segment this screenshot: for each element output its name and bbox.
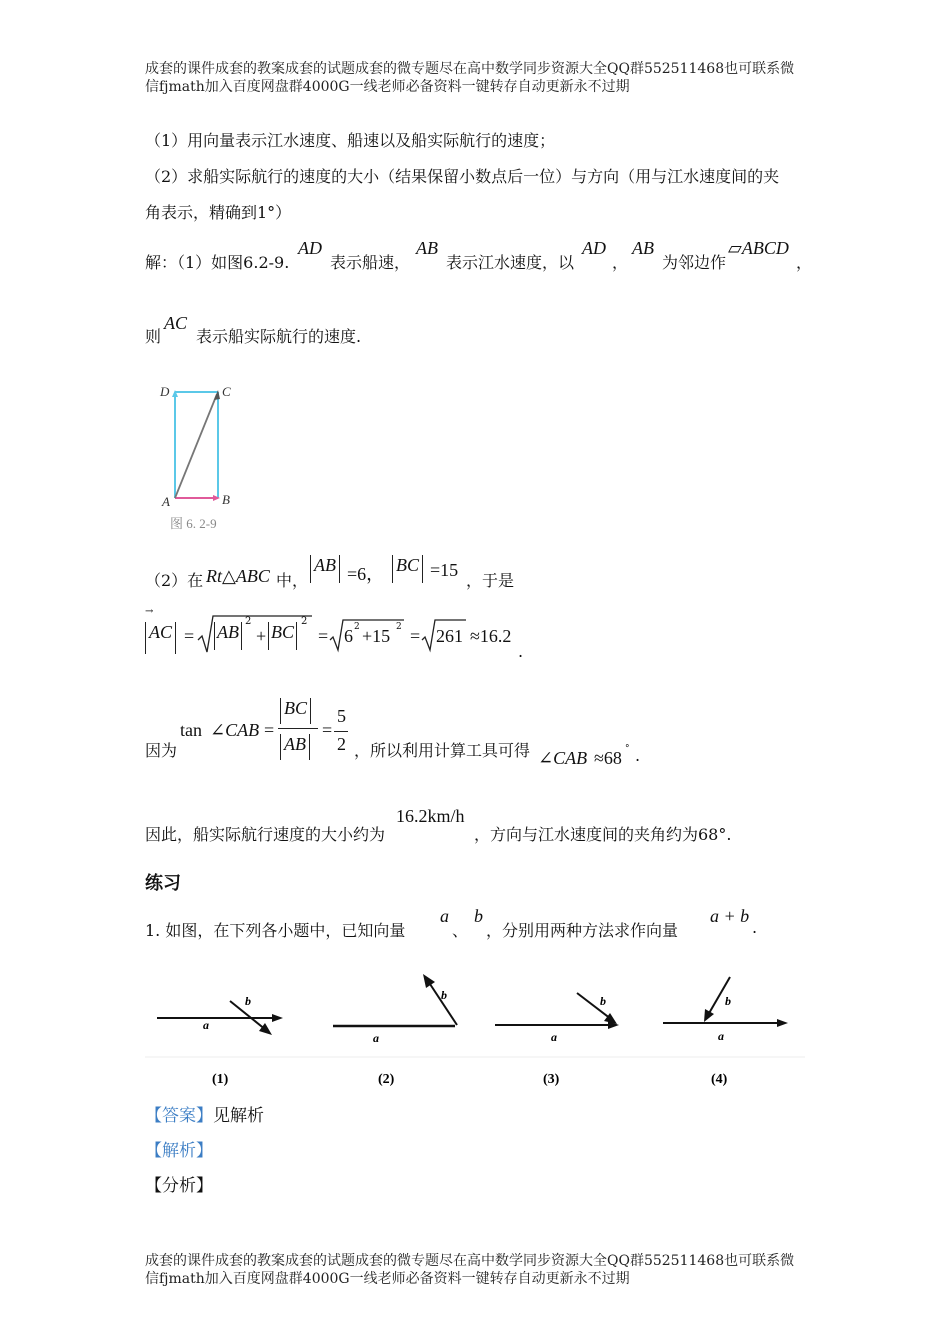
- answer-text: 见解析: [213, 1106, 264, 1126]
- frac-eq: =: [322, 720, 333, 740]
- abs-AC: [145, 622, 176, 654]
- plus-fifteen: +15: [362, 626, 391, 646]
- solution2-prefix: （2）在: [145, 571, 204, 590]
- answer-row: [145, 1101, 264, 1126]
- frac-num-text: BC: [284, 698, 308, 718]
- fig3-label-a: a: [551, 1030, 557, 1044]
- vector-AD-2: AD: [582, 238, 606, 258]
- eq-sign-3: =: [410, 626, 421, 646]
- label-D: D: [160, 384, 170, 399]
- abs-BC-eq: [268, 622, 297, 650]
- frac-five: 5: [337, 706, 346, 726]
- figure-4: [663, 977, 788, 1087]
- abs-BC-text: BC: [396, 555, 420, 575]
- abs-AC-text: AC: [149, 622, 173, 642]
- abs-AB-eq: [214, 622, 242, 650]
- BC-value: =15: [430, 560, 459, 580]
- label-B: B: [222, 492, 230, 507]
- footer-line-1: 成套的课件成套的教案成套的试题成套的微专题尽在高中数学同步资源大全QQ群552511468也可联系微: [145, 1253, 795, 1269]
- fifteen-exp: 2: [396, 622, 402, 632]
- solution1-text-1: 表示船速，: [330, 253, 411, 272]
- fig2-label-a: a: [373, 1031, 379, 1045]
- sq-exp-2: 2: [301, 616, 308, 627]
- solution1-comma: ，: [612, 253, 629, 272]
- frac-bar-1: [278, 728, 318, 729]
- answer-tag: 【答案】: [145, 1106, 213, 1126]
- speed-value: 16.2km/h: [396, 806, 465, 826]
- vector-arrow-mark: →: [145, 606, 154, 617]
- frac-bar-2: [334, 731, 348, 732]
- vector-AC: AC: [164, 313, 188, 333]
- fig1-caption: (1): [212, 1072, 229, 1087]
- header-line-1: 成套的课件成套的教案成套的试题成套的微专题尽在高中数学同步资源大全QQ群552511468也可联系微: [145, 61, 795, 77]
- vector-AB-2: AB: [632, 238, 654, 258]
- fig4-caption: (4): [711, 1072, 728, 1087]
- tan-dot: .: [635, 746, 641, 765]
- figure-2: [333, 974, 457, 1087]
- tan: tan: [180, 720, 202, 740]
- solution1-text-2: 表示江水速度，以: [446, 253, 575, 272]
- angle-CAB-2: ∠CAB: [538, 748, 588, 768]
- because: 因为: [145, 741, 178, 760]
- practice-q1-post: ，分别用两种方法求作向量: [486, 921, 679, 940]
- eq-sign-1: =: [184, 626, 195, 646]
- conclusion-b: ，方向与江水速度间的夹角约为68°.: [474, 825, 732, 844]
- tan-eq: =: [264, 720, 275, 740]
- plus-sign: +: [256, 626, 267, 646]
- practice-title: 练习: [145, 873, 181, 894]
- frac-num-abs: [280, 698, 311, 724]
- abs-AB-text: AB: [314, 555, 336, 575]
- triangle-label: Rt△ABC: [206, 566, 270, 586]
- practice-end: .: [752, 918, 758, 937]
- figure-1: [157, 994, 283, 1087]
- sqrt-261: 261: [436, 626, 463, 646]
- practice-vec-b: b: [474, 906, 483, 926]
- vector-AB: AB: [416, 238, 438, 258]
- fig2-label-b: b: [441, 988, 447, 1002]
- sq-exp-1: 2: [245, 616, 252, 627]
- fig3-caption: (3): [543, 1072, 560, 1087]
- label-C: C: [222, 384, 231, 399]
- solution1-text-3: 为邻边作: [662, 253, 727, 272]
- solution1-then: 则: [145, 327, 162, 346]
- diagonal-AC: [175, 394, 217, 498]
- question-part-2a: （2）求船实际航行的速度的大小（结果保留小数点后一位）与方向（用与江水速度间的夹: [145, 167, 780, 186]
- angle-CAB: ∠CAB: [210, 720, 260, 740]
- six: 6: [344, 626, 353, 646]
- figure-caption: 图 6. 2-9: [170, 516, 217, 531]
- solution2-suffix: ，于是: [466, 571, 515, 590]
- practice-q1-pre: 1. 如图，在下列各小题中，已知向量: [145, 921, 406, 940]
- analysis-tag: 【解析】: [145, 1141, 213, 1161]
- fig4-label-b: b: [725, 994, 731, 1008]
- footer-line-2: 信fjmath加入百度网盘群4000G一线老师必备资料一键转存自动更新永不过期: [145, 1271, 630, 1287]
- question-part-1: （1）用向量表示江水速度、船速以及船实际航行的速度；: [145, 131, 556, 150]
- abs-AB-eq-text: AB: [217, 622, 239, 642]
- figure-6-2-9: [150, 378, 260, 538]
- vector-AD: AD: [298, 238, 322, 258]
- solution1-text-4: 表示船实际航行的速度.: [196, 327, 362, 346]
- fig1-label-b: b: [245, 994, 251, 1008]
- solution2-mid: 中，: [276, 571, 309, 590]
- abs-AB: [310, 555, 340, 583]
- conclusion-a: 因此，船实际航行速度的大小约为: [145, 825, 386, 844]
- abs-BC: [392, 555, 423, 583]
- eq-dot: .: [518, 642, 524, 661]
- frac-two: 2: [337, 734, 346, 754]
- fig4-label-a: a: [718, 1029, 724, 1043]
- fig1-label-a: a: [203, 1018, 209, 1032]
- header-line-2: 信fjmath加入百度网盘群4000G一线老师必备资料一键转存自动更新永不过期: [145, 79, 630, 95]
- solution1-end: ，: [796, 253, 813, 272]
- figure-3: [495, 993, 619, 1087]
- label-A: A: [162, 494, 170, 509]
- fig2-caption: (2): [378, 1072, 395, 1087]
- approx-68: ≈68: [594, 748, 622, 768]
- abs-BC-eq-text: BC: [271, 622, 295, 642]
- approx-16-2: ≈16.2: [470, 626, 512, 646]
- frac-den-abs: [280, 734, 310, 760]
- eq-sign-2: =: [318, 626, 329, 646]
- fig3-label-b: b: [600, 994, 606, 1008]
- parallelogram-ABCD: ▱ABCD: [728, 238, 789, 258]
- AB-value: =6，: [347, 564, 385, 584]
- frac-den-text: AB: [284, 734, 306, 754]
- solution1-prefix: 解：（1）如图6.2-9.: [145, 253, 290, 272]
- six-exp: 2: [354, 622, 360, 632]
- practice-sep: 、: [452, 921, 469, 940]
- practice-a-plus-b: a + b: [710, 906, 750, 926]
- degree-mark: °: [625, 744, 630, 754]
- fenxi-tag: 【分析】: [145, 1176, 213, 1196]
- so-text: ，所以利用计算工具可得: [354, 741, 531, 760]
- practice-figure: [145, 965, 805, 1095]
- question-part-2b: 角表示，精确到1°）: [145, 203, 292, 222]
- practice-vec-a: a: [440, 906, 449, 926]
